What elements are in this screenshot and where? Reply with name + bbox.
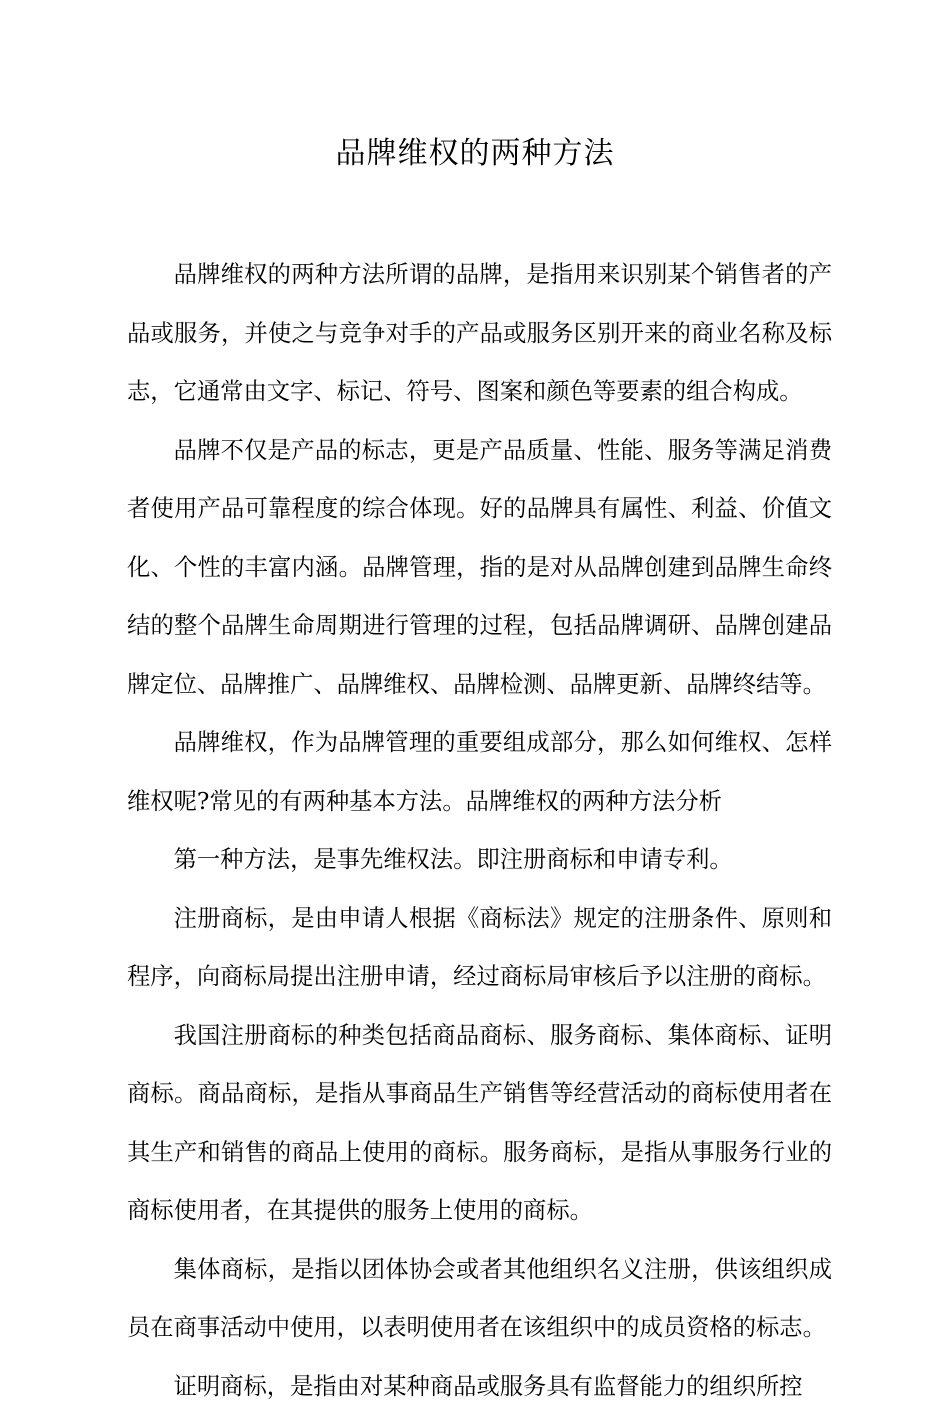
paragraph-first-method: 第一种方法，是事先维权法。即注册商标和申请专利。	[127, 831, 832, 890]
paragraph-certification-trademark: 证明商标，是指由对某种商品或服务具有监督能力的组织所控	[127, 1358, 832, 1416]
paragraph-trademark-types: 我国注册商标的种类包括商品商标、服务商标、集体商标、证明商标。商品商标，是指从事商品生产销售等经营活动的商标使用者在其生产和销售的商品上使用的商标。服务商标，是指从事服务行业的商标使用者，在其提供的服务上使用的商标。	[127, 1007, 832, 1241]
paragraph-collective-trademark: 集体商标，是指以团体协会或者其他组织名义注册，供该组织成员在商事活动中使用，以表明使用者在该组织中的成员资格的标志。	[127, 1241, 832, 1358]
paragraph-brand-management: 品牌不仅是产品的标志，更是产品质量、性能、服务等满足消费者使用产品可靠程度的综合体现。好的品牌具有属性、利益、价值文化、个性的丰富内涵。品牌管理，指的是对从品牌创建到品牌生命终结的整个品牌生命周期进行管理的过程，包括品牌调研、品牌创建品牌定位、品牌推广、品牌维权、品牌检测、品牌更新、品牌终结等。	[127, 422, 832, 715]
paragraph-brand-protection: 品牌维权，作为品牌管理的重要组成部分，那么如何维权、怎样维权呢?常见的有两种基本方法。品牌维权的两种方法分析	[127, 714, 832, 831]
document-title: 品牌维权的两种方法	[0, 130, 950, 178]
paragraph-registered-trademark: 注册商标，是由申请人根据《商标法》规定的注册条件、原则和程序，向商标局提出注册申请，经过商标局审核后予以注册的商标。	[127, 890, 832, 1007]
document-body	[127, 246, 832, 1416]
paragraph-brand-definition: 品牌维权的两种方法所谓的品牌，是指用来识别某个销售者的产品或服务，并使之与竞争对手的产品或服务区别开来的商业名称及标志，它通常由文字、标记、符号、图案和颜色等要素的组合构成。	[127, 246, 832, 422]
